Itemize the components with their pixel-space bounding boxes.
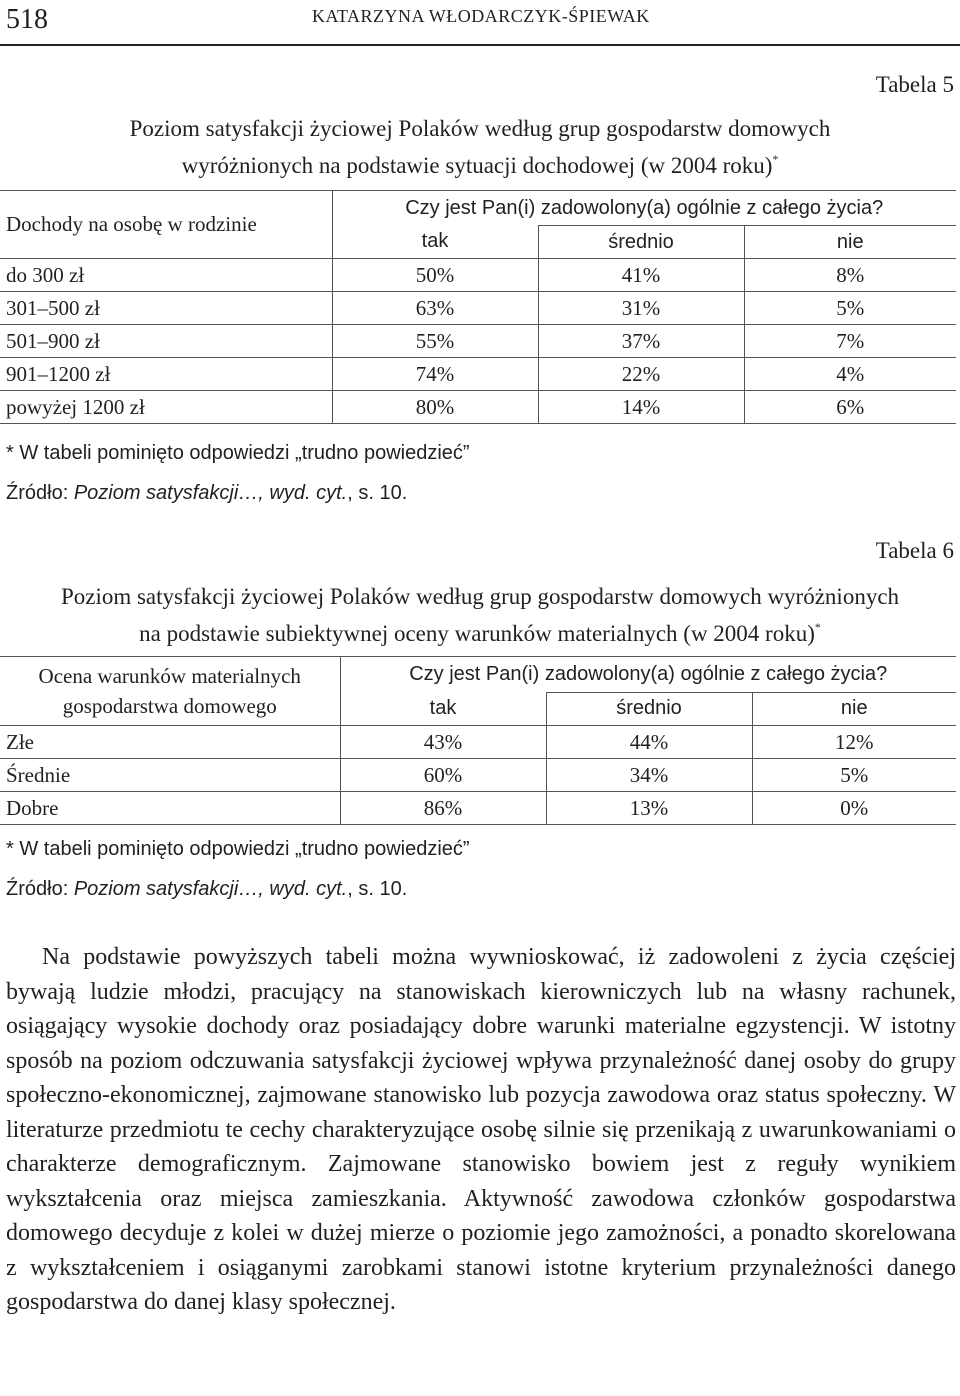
body-paragraph-text: Na podstawie powyższych tabeli można wywnioskować, iż zadowoleni z życia częściej bywają ludzie młodzi, pracujący na stanowiskach kierowniczych lub na własny rachunek, osiągający wysokie dochody oraz posiadający dobre warunki materialne egzystencji. W istotny sposób na poziom odczuwania satysfakcji życiowej wpływa przynależność danej osoby do grupy społeczno-ekonomicznej, zajmowane stanowisko lub pozycja zawodowa oraz status społeczny. W literaturze przedmiotu te cechy charakteryzujące osobę silnie się przenikają z uwarunkowaniami o charakterze demograficznym. Zajmowane stanowisko bowiem jest z reguły wynikiem wykształcenia oraz miejsca zamieszkania. Aktywność zawodowa członków gospodarstwa domowego decyduje z kolei w dużej mierze o poziomie jego zamożności, a ponadto skorelowana z wykształceniem i osiąganymi zarobkami stanowi istotne kryterium przynależności danego gospodarstwa do danej klasy społecznej. — [6, 944, 956, 1315]
cell: 14% — [538, 391, 744, 424]
cell: 44% — [546, 726, 752, 759]
body-paragraph — [6, 940, 956, 1320]
cell: 22% — [538, 358, 744, 391]
table5-title-mark: * — [772, 152, 779, 166]
cell: 7% — [744, 325, 956, 358]
table5-col-nie: nie — [744, 226, 956, 259]
table6-col-srednio: średnio — [546, 692, 752, 726]
cell: 80% — [332, 391, 538, 424]
table-row — [0, 325, 956, 358]
table5-label: Tabela 5 — [875, 72, 954, 97]
cell: 60% — [340, 759, 546, 792]
table5-source: Źródło: Poziom satysfakcji…, wyd. cyt., s. 10. — [6, 482, 408, 504]
row-label: Złe — [0, 726, 340, 759]
cell: 5% — [752, 759, 956, 792]
table5-question: Czy jest Pan(i) zadowolony(a) ogólnie z całego życia? — [332, 191, 956, 226]
cell: 43% — [340, 726, 546, 759]
table6-col-tak: tak — [340, 692, 546, 726]
cell: 5% — [744, 292, 956, 325]
row-label: Średnie — [0, 759, 340, 792]
table-row — [0, 759, 956, 792]
cell: 8% — [744, 259, 956, 292]
row-label: 901–1200 zł — [0, 358, 332, 391]
table-row — [0, 259, 956, 292]
table6 — [0, 656, 956, 825]
table-row — [0, 292, 956, 325]
running-header-author: KATARZYNA WŁODARCZYK-ŚPIEWAK — [312, 6, 650, 26]
table-row — [0, 792, 956, 825]
table5 — [0, 190, 956, 424]
table-row — [0, 358, 956, 391]
cell: 12% — [752, 726, 956, 759]
table6-label: Tabela 6 — [875, 538, 954, 563]
table6-source: Źródło: Poziom satysfakcji…, wyd. cyt., s. 10. — [6, 878, 408, 900]
row-label: 301–500 zł — [0, 292, 332, 325]
cell: 86% — [340, 792, 546, 825]
table5-col-srednio: średnio — [538, 226, 744, 259]
cell: 34% — [546, 759, 752, 792]
table5-note: * W tabeli pominięto odpowiedzi „trudno powiedzieć” — [6, 442, 470, 464]
row-label: Dobre — [0, 792, 340, 825]
cell: 50% — [332, 259, 538, 292]
row-label: 501–900 zł — [0, 325, 332, 358]
table5-title-line2: wyróżnionych na podstawie sytuacji dochodowej (w 2004 roku)* — [181, 152, 779, 178]
table6-row-header: Ocena warunków materialnych gospodarstwa domowego — [0, 657, 340, 726]
cell: 6% — [744, 391, 956, 424]
cell: 13% — [546, 792, 752, 825]
table6-title-line2: na podstawie subiektywnej oceny warunków materialnych (w 2004 roku)* — [139, 620, 821, 646]
cell: 63% — [332, 292, 538, 325]
table6-title-mark: * — [814, 620, 821, 634]
table5-title-line1: Poziom satysfakcji życiowej Polaków według grup gospodarstw domowych — [129, 116, 831, 141]
table5-title — [0, 114, 960, 181]
table-row — [0, 726, 956, 759]
table6-question: Czy jest Pan(i) zadowolony(a) ogólnie z całego życia? — [340, 657, 956, 693]
cell: 74% — [332, 358, 538, 391]
header-rule — [0, 44, 960, 46]
table5-col-tak: tak — [332, 226, 538, 259]
table6-note: * W tabeli pominięto odpowiedzi „trudno powiedzieć” — [6, 838, 470, 860]
table5-row-header: Dochody na osobę w rodzinie — [0, 191, 332, 259]
page-number: 518 — [6, 4, 48, 35]
row-label: do 300 zł — [0, 259, 332, 292]
cell: 55% — [332, 325, 538, 358]
cell: 31% — [538, 292, 744, 325]
row-label: powyżej 1200 zł — [0, 391, 332, 424]
cell: 4% — [744, 358, 956, 391]
cell: 37% — [538, 325, 744, 358]
table6-title — [0, 582, 960, 649]
table6-col-nie: nie — [752, 692, 956, 726]
table6-title-line1: Poziom satysfakcji życiowej Polaków według grup gospodarstw domowych wyróżnionych — [60, 584, 900, 609]
cell: 41% — [538, 259, 744, 292]
table-row — [0, 391, 956, 424]
cell: 0% — [752, 792, 956, 825]
